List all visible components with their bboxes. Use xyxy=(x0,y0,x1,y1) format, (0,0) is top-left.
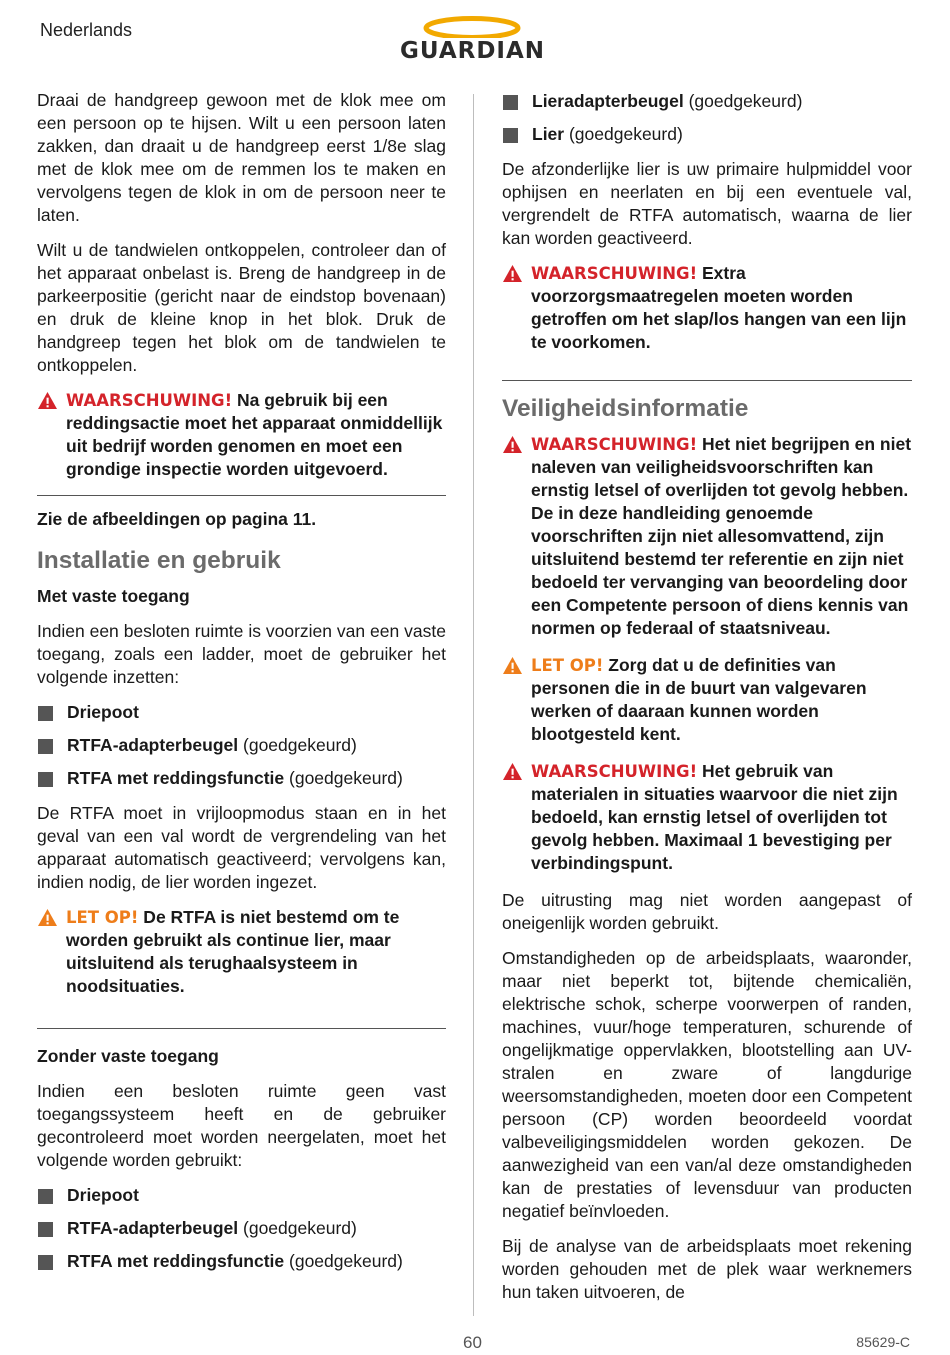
paragraph: De uitrusting mag niet worden aangepast of oneigenlijk worden gebruikt. xyxy=(502,890,912,933)
warning-label: WAARSCHUWING! xyxy=(531,762,698,781)
list-item: Lier (goedgekeurd) xyxy=(502,123,912,146)
subsection-heading: Met vaste toegang xyxy=(37,586,190,606)
caution-triangle-icon xyxy=(37,908,58,927)
list-item: RTFA-adapterbeugel (goedgekeurd) xyxy=(37,734,446,757)
warning-label: WAARSCHUWING! xyxy=(66,391,233,410)
list-item: RTFA met reddingsfunctie (goedgekeurd) xyxy=(37,1250,446,1273)
bullet-square-icon xyxy=(503,95,518,110)
bullet-square-icon xyxy=(38,706,53,721)
warning-block xyxy=(502,433,912,640)
left-column xyxy=(37,88,446,1285)
paragraph: Indien een besloten ruimte geen vast toegangssysteem heeft en de gebruiker gecontroleerd moet worden neergelaten, moet het volgende worden gebruikt: xyxy=(37,1081,446,1170)
horizontal-rule xyxy=(37,495,446,496)
warning-triangle-icon xyxy=(37,391,58,410)
paragraph: De afzonderlijke lier is uw primaire hulpmiddel voor ophijsen en neerlaten en bij een eventuele val, vergrendelt de RTFA automatisch, waarna de lier kan worden geactiveerd. xyxy=(502,159,912,248)
caution-label: LET OP! xyxy=(531,656,604,675)
caution-block xyxy=(37,906,446,998)
warning-text: Het niet begrijpen en niet naleven van veiligheidsvoorschriften kan ernstig letsel of overlijden tot gevolg hebben. De in deze handleiding genoemde voorschriften zijn niet allesomvattend, zijn uitsluitend bestemd ter referentie en zijn niet bedoeld ter vervanging van beoordeling door een Competente persoon of diens kennis van normen op federaal of staatsniveau. xyxy=(531,434,912,638)
logo-arc-icon xyxy=(422,14,522,38)
paragraph: De RTFA moet in vrijloopmodus staan en in het geval van een val wordt de vergrendeling van het apparaat automatisch geactiveerd; vervolgens kan, indien nodig, de lier worden ingezet. xyxy=(37,803,446,892)
warning-block xyxy=(37,389,446,481)
equipment-list xyxy=(502,90,912,146)
list-item: RTFA-adapterbeugel (goedgekeurd) xyxy=(37,1217,446,1240)
bullet-square-icon xyxy=(38,1255,53,1270)
page-number: 60 xyxy=(463,1333,482,1352)
equipment-list xyxy=(37,701,446,790)
warning-block xyxy=(502,760,912,875)
list-item: Driepoot xyxy=(37,701,446,724)
column-divider xyxy=(473,94,474,1316)
guardian-logo xyxy=(380,14,565,66)
caution-triangle-icon xyxy=(502,656,523,675)
list-item: RTFA met reddingsfunctie (goedgekeurd) xyxy=(37,767,446,790)
document-code: 85629-C xyxy=(856,1334,910,1350)
caution-text: De RTFA is niet bestemd om te worden gebruikt als continue lier, maar uitsluitend als terughaalsysteem in noodsituaties. xyxy=(66,907,400,996)
subsection-heading: Zonder vaste toegang xyxy=(37,1046,219,1066)
horizontal-rule xyxy=(37,1028,446,1029)
warning-text: Na gebruik bij een reddingsactie moet het apparaat onmiddellijk uit bedrijf worden genomen en moet een grondige inspectie worden uitgevoerd. xyxy=(66,390,443,479)
caution-block xyxy=(502,654,912,746)
bullet-square-icon xyxy=(38,739,53,754)
bullet-square-icon xyxy=(503,128,518,143)
warning-triangle-icon xyxy=(502,762,523,781)
warning-label: WAARSCHUWING! xyxy=(531,435,698,454)
list-item: Driepoot xyxy=(37,1184,446,1207)
warning-text: Het gebruik van materialen in situaties waarvoor die niet zijn bedoeld, kan ernstig letsel of overlijden tot gevolg hebben. Maximaal 1 bevestiging per verbindingspunt. xyxy=(531,761,898,873)
language-label: Nederlands xyxy=(40,20,133,40)
right-column xyxy=(502,88,912,1316)
bullet-square-icon xyxy=(38,772,53,787)
paragraph: Indien een besloten ruimte is voorzien van een vaste toegang, zoals een ladder, moet de gebruiker het volgende inzetten: xyxy=(37,621,446,687)
list-item: Lieradapterbeugel (goedgekeurd) xyxy=(502,90,912,113)
paragraph: Omstandigheden op de arbeidsplaats, waaronder, maar niet beperkt tot, bijtende chemicaliën, elektrische schok, scherpe voorwerpen of randen, machines, vuur/hoge temperaturen, schurende of ongelijkmatige oppervlakken, blootstelling aan UV-stralen en zware of langdurige weersomstandigheden, moeten door een Competent persoon (CP) worden beoordeeld voordat valbeveiligingsmiddelen worden gekozen. De aanwezigheid van een van/al deze omstandigheden kan de prestaties of levensduur van producten negatief beïnvloeden. xyxy=(502,948,912,1221)
section-heading: Installatie en gebruik xyxy=(37,547,281,574)
logo-text: GUARDIAN xyxy=(399,38,546,64)
bullet-square-icon xyxy=(38,1189,53,1204)
paragraph: Draai de handgreep gewoon met de klok mee om een persoon op te hijsen. Wilt u een persoon laten zakken, dan draait u de handgreep eerst 1/8e slag met de klok mee om de remmen los te maken en vervolgens tegen de klok in om de persoon neer te laten. xyxy=(37,90,446,225)
bullet-square-icon xyxy=(38,1222,53,1237)
section-heading: Veiligheidsinformatie xyxy=(502,395,749,422)
warning-label: WAARSCHUWING! xyxy=(531,264,698,283)
paragraph: Wilt u de tandwielen ontkoppelen, controleer dan of het apparaat onbelast is. Breng de handgreep in de parkeerpositie (gericht naar de eindstop bovenaan) en druk de kleine knop in het blok. Druk de handgreep tegen het blok om de tandwielen te ontkoppelen. xyxy=(37,240,446,375)
figure-reference: Zie de afbeeldingen op pagina 11. xyxy=(37,509,317,529)
caution-label: LET OP! xyxy=(66,908,139,927)
warning-text: Extra voorzorgsmaatregelen moeten worden getroffen om het slap/los hangen van een lijn te voorkomen. xyxy=(531,263,907,352)
paragraph: Bij de analyse van de arbeidsplaats moet rekening worden gehouden met de plek waar werknemers hun taken uitvoeren, de xyxy=(502,1236,912,1302)
caution-text: Zorg dat u de definities van personen die in de buurt van valgevaren werken of daaraan kunnen worden blootgesteld kent. xyxy=(531,655,867,744)
warning-block xyxy=(502,262,912,354)
equipment-list xyxy=(37,1184,446,1273)
horizontal-rule xyxy=(502,380,912,381)
warning-triangle-icon xyxy=(502,435,523,454)
warning-triangle-icon xyxy=(502,264,523,283)
